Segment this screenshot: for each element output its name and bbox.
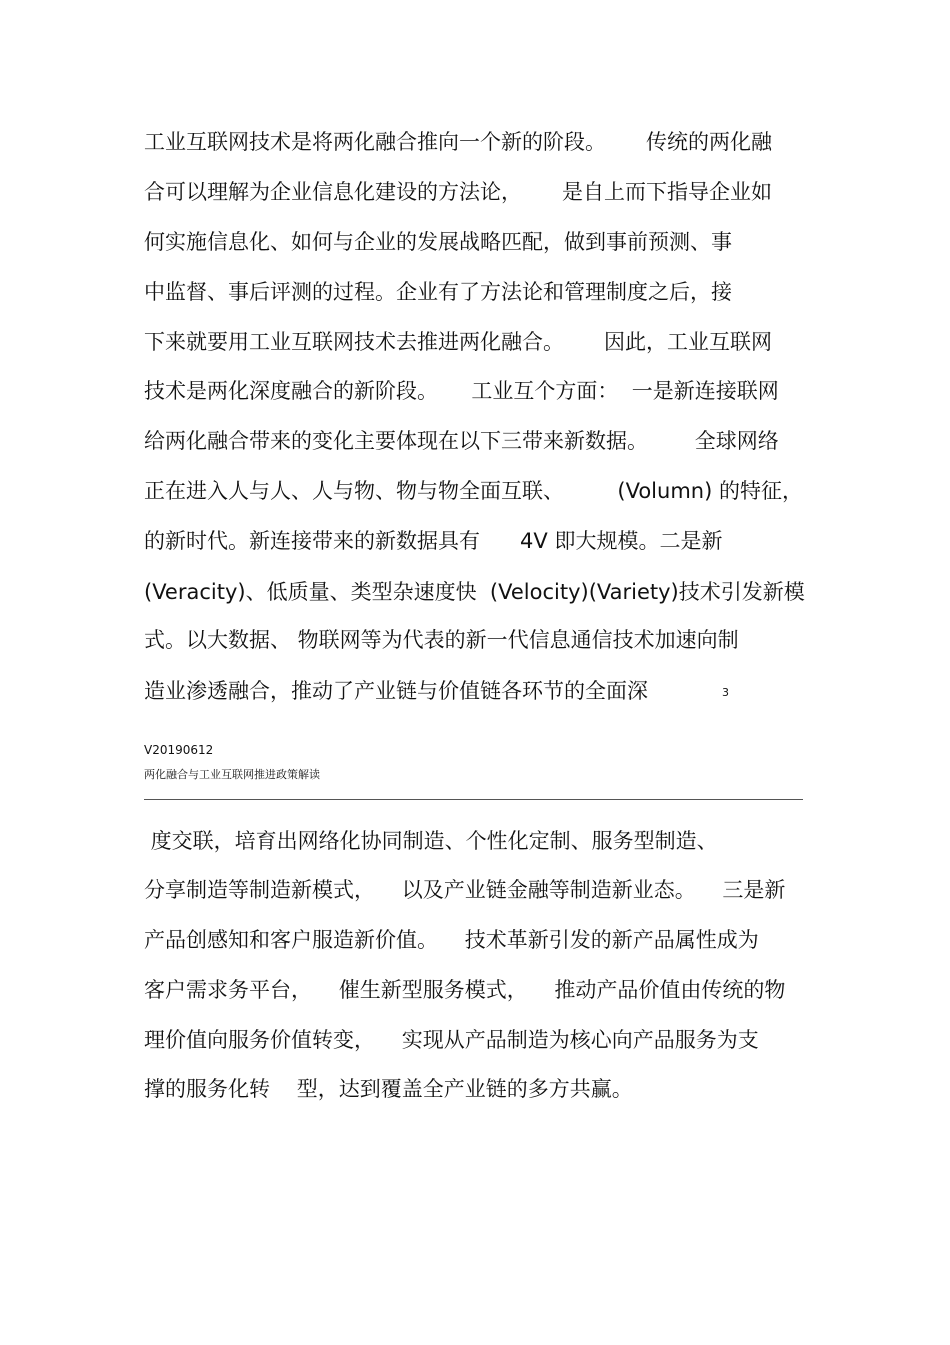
paragraph-line: 分享制造等制造新模式， 以及产业链金融等制造新业态。 三是新 bbox=[144, 878, 786, 902]
paragraph-line: 工业互联网技术是将两化融合推向一个新的阶段。 传统的两化融 bbox=[144, 130, 773, 154]
paragraph-line: 客户需求务平台， 催生新型服务模式， 推动产品价值由传统的物 bbox=[144, 978, 786, 1002]
paragraph-line: 合可以理解为企业信息化建设的方法论， 是自上而下指导企业如 bbox=[144, 180, 773, 204]
paragraph-line: 产品创感知和客户服造新价值。 技术革新引发的新产品属性成为 bbox=[144, 928, 759, 952]
paragraph-line: 中监督、事后评测的过程。企业有了方法论和管理制度之后，接 bbox=[144, 280, 732, 304]
paragraph-line: 给两化融合带来的变化主要体现在以下三带来新数据。 全球网络 bbox=[144, 429, 779, 453]
paragraph-line: 造业渗透融合，推动了产业链与价值链各环节的全面深 bbox=[144, 679, 648, 703]
footer-divider bbox=[144, 799, 803, 800]
paragraph-line: 理价值向服务价值转变， 实现从产品制造为核心向产品服务为支 bbox=[144, 1028, 759, 1052]
paragraph-line: 正在进入人与人、人与物、物与物全面互联、 (Volumn) 的特征， bbox=[144, 479, 803, 503]
paragraph-line: 撑的服务化转 型，达到覆盖全产业链的多方共赢。 bbox=[144, 1077, 633, 1101]
paragraph-line: 的新时代。新连接带来的新数据具有 4V 即大规模。二是新 bbox=[144, 529, 723, 553]
paragraph-line: 下来就要用工业互联网技术去推进两化融合。 因此，工业互联网 bbox=[144, 330, 773, 354]
paragraph-line: 何实施信息化、如何与企业的发展战略匹配，做到事前预测、事 bbox=[144, 230, 732, 254]
page-number: 3 bbox=[722, 686, 729, 699]
paragraph-line: 度交联，培育出网络化协同制造、个性化定制、服务型制造、 bbox=[144, 829, 718, 853]
paragraph-line: 式。以大数据、 物联网等为代表的新一代信息通信技术加速向制 bbox=[144, 628, 739, 652]
footer-version: V20190612 bbox=[144, 743, 214, 757]
paragraph-line: (Veracity)、低质量、类型杂速度快 (Velocity)(Variety)技术引发新模 bbox=[144, 580, 805, 604]
paragraph-line: 技术是两化深度融合的新阶段。 工业互个方面： 一是新连接联网 bbox=[144, 379, 779, 403]
footer-title: 两化融合与工业互联网推进政策解读 bbox=[144, 768, 320, 781]
